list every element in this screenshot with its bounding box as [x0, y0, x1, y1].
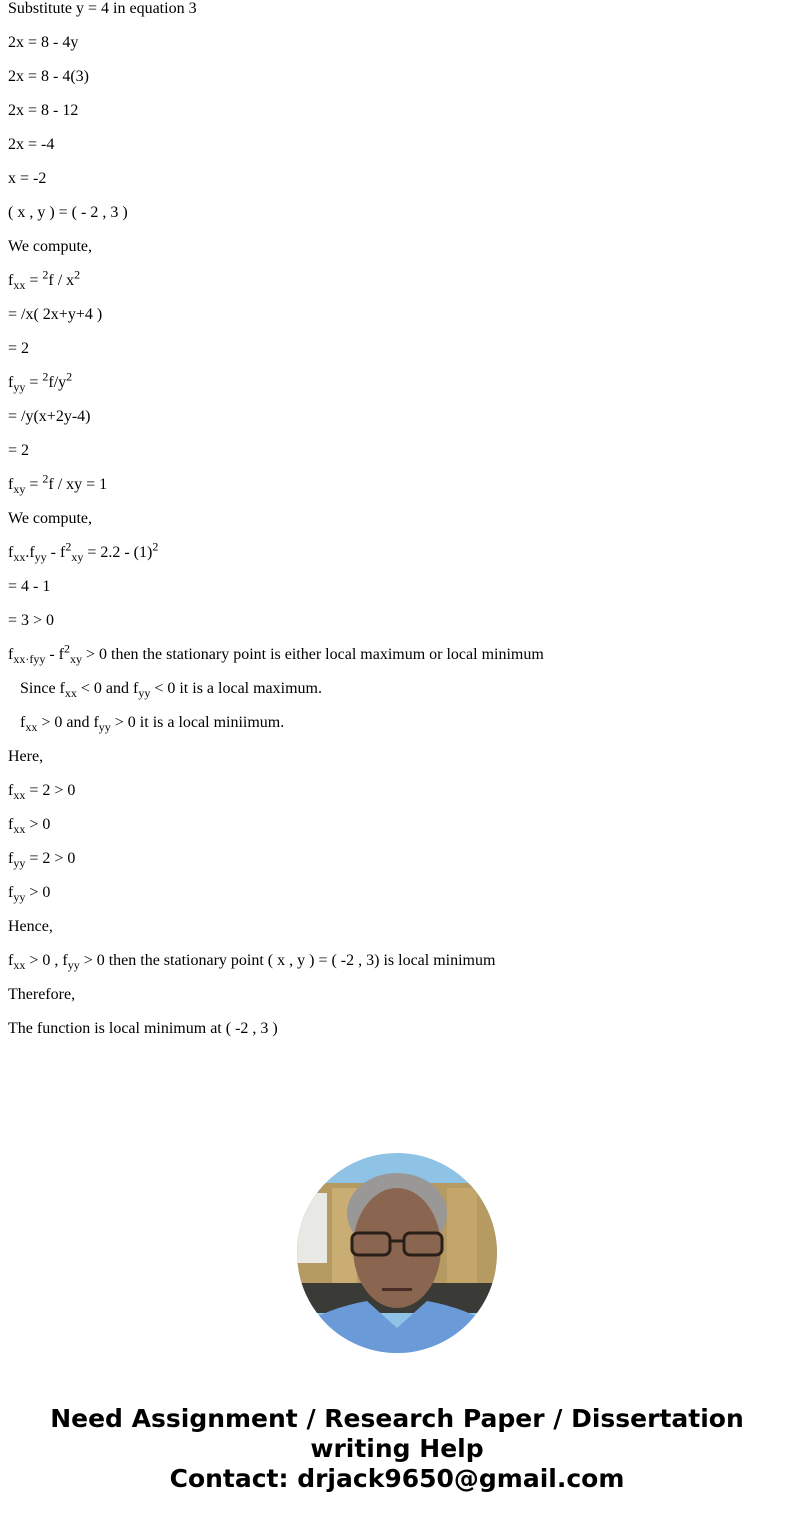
math-line — [8, 267, 788, 293]
math-line — [8, 204, 788, 222]
supscript-text: 2 — [63, 641, 70, 656]
subscript-text: xx — [64, 686, 77, 701]
math-line — [8, 306, 788, 324]
subscript-text: yy — [13, 380, 26, 395]
line-text: f — [8, 374, 14, 391]
line-text: = /x( 2x+y+4 ) — [8, 306, 103, 323]
line-text: f — [8, 816, 14, 833]
subscript-text: xx — [13, 788, 26, 803]
line-text: f — [8, 714, 26, 731]
subscript-text: xx — [13, 958, 26, 973]
line-text: 2x = -4 — [8, 136, 55, 153]
line-text: = 3 > 0 — [8, 612, 55, 629]
math-line — [8, 641, 788, 667]
supscript-text: 2 — [65, 539, 72, 554]
subscript-text: xx — [13, 278, 26, 293]
line-text: f / x — [48, 272, 75, 289]
line-text: - f — [46, 544, 66, 561]
math-line — [8, 442, 788, 460]
math-line — [8, 136, 788, 154]
line-text: > 0 , f — [25, 952, 68, 969]
line-text: = /y(x+2y-4) — [8, 408, 91, 425]
math-line — [8, 102, 788, 120]
line-text: > 0 — [25, 884, 51, 901]
line-text: Substitute y = 4 in equation 3 — [8, 0, 197, 17]
line-text: f — [8, 884, 14, 901]
contact-footer — [0, 1404, 794, 1494]
subscript-text: yy — [98, 720, 111, 735]
math-line — [8, 884, 788, 905]
line-text: f — [8, 272, 14, 289]
footer-line-2: writing Help — [310, 1434, 484, 1463]
supscript-text: 2 — [42, 369, 49, 384]
line-text: 2x = 8 - 4y — [8, 34, 79, 51]
math-line — [8, 986, 788, 1004]
line-text: = — [25, 476, 43, 493]
line-text: Here, — [8, 748, 44, 765]
subscript-text: xx — [13, 550, 26, 565]
math-line — [8, 578, 788, 596]
math-line — [8, 0, 788, 18]
line-text: = 4 - 1 — [8, 578, 51, 595]
subscript-text: xy — [69, 652, 82, 667]
math-line — [8, 612, 788, 630]
math-line — [8, 680, 788, 701]
math-line — [8, 369, 788, 395]
supscript-text: 2 — [42, 471, 49, 486]
math-line — [8, 238, 788, 256]
supscript-text: 2 — [74, 267, 81, 282]
math-line — [8, 748, 788, 766]
line-text: = — [25, 374, 43, 391]
line-text: The function is local minimum at ( -2 , 3 ) — [8, 1020, 278, 1037]
line-text: f — [8, 646, 14, 663]
line-text: > 0 — [25, 816, 51, 833]
subscript-text: yy — [34, 550, 47, 565]
supscript-text: 2 — [66, 369, 73, 384]
line-text: = 2 — [8, 442, 30, 459]
subscript-text: yy — [67, 958, 80, 973]
supscript-text: 2 — [152, 539, 159, 554]
subscript-text: yy — [13, 890, 26, 905]
subscript-text: xy — [71, 550, 84, 565]
line-text: ( x , y ) = ( - 2 , 3 ) — [8, 204, 128, 221]
line-text: f/y — [48, 374, 67, 391]
line-text: x = -2 — [8, 170, 47, 187]
math-line — [8, 510, 788, 528]
line-text: f — [8, 782, 14, 799]
math-line — [8, 471, 788, 497]
line-text: > 0 then the stationary point ( x , y ) = ( -2 , 3) is local minimum — [79, 952, 496, 969]
line-text: f — [8, 476, 14, 493]
line-text: - f — [45, 646, 64, 663]
line-text: f — [8, 850, 14, 867]
math-line — [8, 782, 788, 803]
math-line — [8, 68, 788, 86]
line-text: = — [25, 272, 43, 289]
line-text: > 0 it is a local miniimum. — [110, 714, 285, 731]
line-text: < 0 it is a local maximum. — [150, 680, 322, 697]
line-text: We compute, — [8, 510, 93, 527]
math-line — [8, 952, 788, 973]
line-text: < 0 and f — [76, 680, 139, 697]
line-text: = 2 > 0 — [25, 850, 76, 867]
line-text: = 2.2 - (1) — [83, 544, 153, 561]
footer-line-3: Contact: drjack9650@gmail.com — [169, 1464, 625, 1493]
line-text: = 2 — [8, 340, 30, 357]
author-avatar — [297, 1153, 497, 1353]
line-text: Since f — [8, 680, 65, 697]
subscript-text: xy — [13, 482, 26, 497]
math-line — [8, 170, 788, 188]
line-text: > 0 and f — [37, 714, 99, 731]
solution-text — [8, 0, 788, 1054]
math-line — [8, 539, 788, 565]
subscript-text: yy — [138, 686, 151, 701]
line-text: We compute, — [8, 238, 93, 255]
line-text: 2x = 8 - 4(3) — [8, 68, 90, 85]
subscript-text: xx — [13, 822, 26, 837]
supscript-text: 2 — [42, 267, 49, 282]
line-text: f — [8, 544, 14, 561]
subscript-text: xx — [25, 720, 38, 735]
line-text: f — [8, 952, 14, 969]
line-text: 2x = 8 - 12 — [8, 102, 79, 119]
subscript-text: yy — [13, 856, 26, 871]
math-line — [8, 34, 788, 52]
math-line — [8, 816, 788, 837]
math-line — [8, 340, 788, 358]
line-text: .f — [25, 544, 35, 561]
footer-line-1: Need Assignment / Research Paper / Dissertation — [50, 1404, 744, 1433]
line-text: = 2 > 0 — [25, 782, 76, 799]
math-line — [8, 714, 788, 735]
line-text: f / xy = 1 — [48, 476, 108, 493]
math-line — [8, 408, 788, 426]
math-line — [8, 918, 788, 936]
line-text: Therefore, — [8, 986, 76, 1003]
line-text: Hence, — [8, 918, 53, 935]
line-text: > 0 then the stationary point is either local maximum or local minimum — [81, 646, 544, 663]
subscript-text: xx·fyy — [13, 652, 46, 667]
math-line — [8, 850, 788, 871]
math-line — [8, 1020, 788, 1038]
